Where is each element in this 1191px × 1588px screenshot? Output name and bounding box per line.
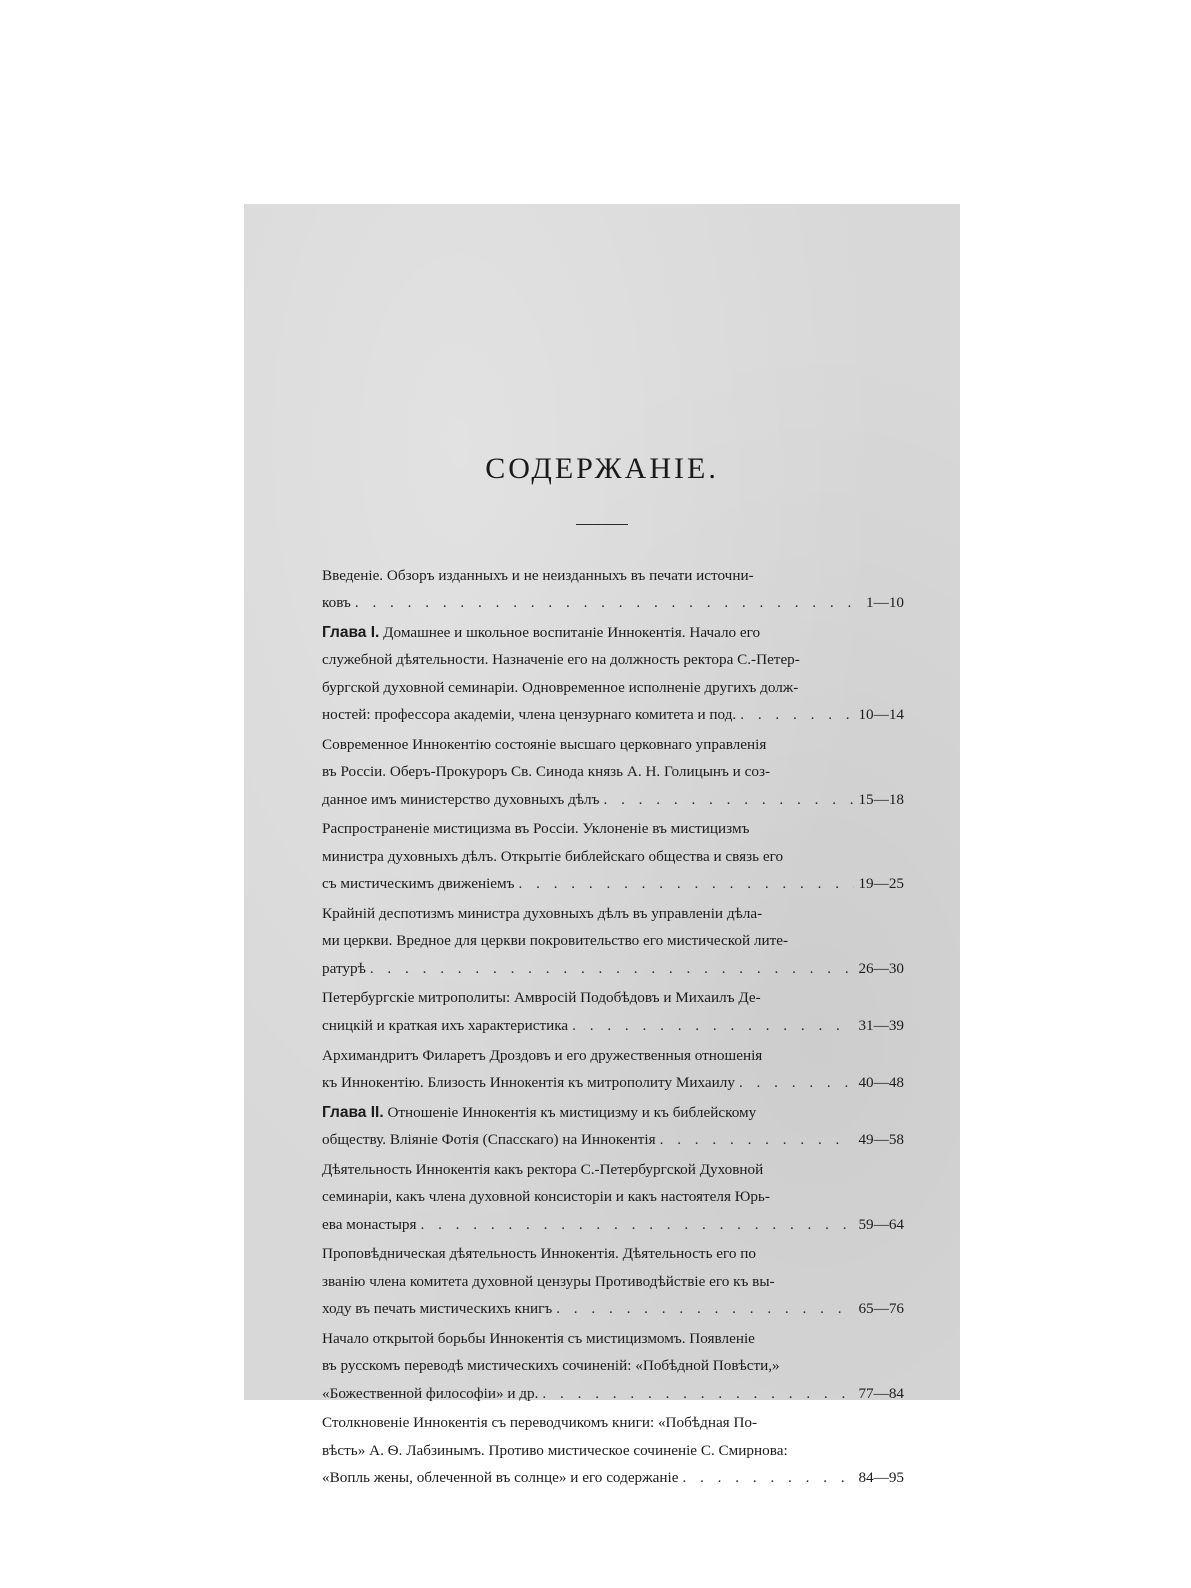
toc-last-line — [322, 1012, 904, 1039]
toc-entry — [322, 1099, 904, 1154]
title-divider — [576, 524, 628, 525]
toc-line — [322, 619, 904, 646]
dot-leader — [572, 1012, 854, 1039]
toc-line: званію члена комитета духовной цензуры Противодѣйствіе его къ вы- — [322, 1272, 775, 1290]
toc-entry — [322, 1042, 904, 1097]
dot-leader — [603, 786, 854, 813]
page-range: 19—25 — [858, 875, 904, 893]
page-range: 77—84 — [858, 1384, 904, 1402]
dot-leader — [370, 955, 855, 982]
toc-entry — [322, 1156, 904, 1238]
table-of-contents — [322, 562, 904, 1494]
page-range: 15—18 — [858, 790, 904, 808]
dot-leader — [542, 1380, 854, 1407]
chapter-label: Глава I. — [322, 624, 380, 642]
toc-line-end: ходу въ печать мистическихъ книгъ — [322, 1300, 553, 1318]
page-title: СОДЕРЖАНІЕ. — [485, 452, 719, 485]
dot-leader — [682, 1464, 854, 1491]
toc-entry — [322, 815, 904, 897]
toc-line-end: сницкій и краткая ихъ характеристика — [322, 1016, 569, 1034]
dot-leader — [739, 1069, 854, 1096]
toc-line: Современное Иннокентію состояніе высшаго церковнаго управленія — [322, 735, 767, 753]
toc-line: Крайній деспотизмъ министра духовныхъ дѣлъ въ управленіи дѣла- — [322, 904, 763, 922]
toc-line: ми церкви. Вредное для церкви покровительство его мистической лите- — [322, 932, 789, 950]
dot-leader — [519, 870, 855, 897]
toc-line-end: къ Иннокентію. Близость Иннокентія къ митрополиту Михаилу — [322, 1073, 735, 1091]
toc-entry — [322, 562, 904, 617]
dot-leader — [355, 589, 862, 616]
scanned-page — [244, 204, 960, 1487]
toc-line: министра духовныхъ дѣлъ. Открытіе библейскаго общества и связь его — [322, 847, 784, 865]
page-range: 1—10 — [866, 594, 904, 612]
toc-last-line — [322, 1069, 904, 1096]
page-range: 49—58 — [858, 1131, 904, 1149]
page-range: 40—48 — [858, 1073, 904, 1091]
page-range: 10—14 — [858, 706, 904, 724]
toc-line: Архимандритъ Филаретъ Дроздовъ и его дружественныя отношенія — [322, 1046, 763, 1064]
toc-line-end: «Вопль жены, облеченной въ солнце» и его содержаніе — [322, 1469, 679, 1487]
toc-line: вѣсть» А. Ѳ. Лабзинымъ. Противо мистическое сочиненіе С. Смирнова: — [322, 1441, 788, 1459]
toc-line: Распространеніе мистицизма въ Россіи. Уклоненіе въ мистицизмъ — [322, 820, 750, 838]
toc-line: въ Россіи. Оберъ-Прокуроръ Св. Синода князь А. Н. Голицынъ и соз- — [322, 763, 770, 781]
page-range: 59—64 — [858, 1215, 904, 1233]
toc-last-line — [322, 1464, 904, 1491]
toc-line-end: обществу. Вліяніе Фотія (Спасскаго) на Иннокентія — [322, 1131, 656, 1149]
toc-line: Столкновеніе Иннокентія съ переводчикомъ книги: «Побѣдная По- — [322, 1414, 758, 1432]
toc-line: Введеніе. Обзоръ изданныхъ и не неизданныхъ въ печати источни- — [322, 567, 754, 584]
toc-entry — [322, 900, 904, 982]
toc-last-line — [322, 1295, 904, 1322]
toc-line-end: ностей: профессора академіи, члена цензурнаго комитета и под. — [322, 706, 737, 724]
chapter-label: Глава II. — [322, 1103, 384, 1121]
toc-line: въ русскомъ переводѣ мистическихъ сочиненій: «Побѣдной Повѣсти,» — [322, 1357, 780, 1375]
toc-entry — [322, 1409, 904, 1491]
toc-line-end: «Божественной философіи» и др. — [322, 1384, 539, 1402]
toc-line: Начало открытой борьбы Иннокентія съ мистицизмомъ. Появленіе — [322, 1329, 755, 1347]
page-range: 65—76 — [858, 1300, 904, 1318]
toc-line-end: данное имъ министерство духовныхъ дѣлъ — [322, 790, 600, 808]
toc-last-line — [322, 1211, 904, 1238]
toc-entry — [322, 731, 904, 813]
toc-line — [322, 1099, 904, 1126]
toc-last-line — [322, 701, 904, 728]
toc-last-line — [322, 955, 904, 982]
page-range: 31—39 — [858, 1016, 904, 1034]
toc-entry — [322, 984, 904, 1039]
toc-line: Проповѣдническая дѣятельность Иннокентія. Дѣятельность его по — [322, 1245, 756, 1263]
toc-last-line — [322, 1380, 904, 1407]
toc-line-end: ева монастыря — [322, 1215, 417, 1233]
toc-line-end: съ мистическимъ движеніемъ — [322, 875, 515, 893]
toc-last-line — [322, 1126, 904, 1153]
toc-line-text: Домашнее и школьное воспитаніе Иннокентія. Начало его — [383, 624, 761, 642]
page-range: 84—95 — [858, 1469, 904, 1487]
toc-line: Петербургскіе митрополиты: Амвросій Подобѣдовъ и Михаилъ Де- — [322, 989, 761, 1007]
toc-last-line — [322, 786, 904, 813]
page-range: 26—30 — [858, 959, 904, 977]
toc-line-text: Отношеніе Иннокентія къ мистицизму и къ библейскому — [387, 1103, 757, 1121]
toc-line-end: ковъ — [322, 594, 351, 612]
toc-line: бургской духовной семинаріи. Одновременное исполненіе другихъ долж- — [322, 678, 799, 696]
dot-leader — [740, 701, 854, 728]
toc-line-end: ратурѣ — [322, 959, 366, 977]
toc-line: семинаріи, какъ члена духовной консисторіи и какъ настоятеля Юрь- — [322, 1188, 770, 1206]
dot-leader — [660, 1126, 855, 1153]
toc-entry — [322, 1325, 904, 1407]
toc-last-line — [322, 870, 904, 897]
dot-leader — [556, 1295, 854, 1322]
toc-entry — [322, 1240, 904, 1322]
toc-line: Дѣятельность Иннокентія какъ ректора С.-Петербургской Духовной — [322, 1160, 764, 1178]
toc-entry — [322, 619, 904, 728]
dot-leader — [420, 1211, 854, 1238]
toc-line: служебной дѣятельности. Назначеніе его на должность ректора С.-Петер- — [322, 651, 800, 669]
toc-last-line — [322, 589, 904, 616]
